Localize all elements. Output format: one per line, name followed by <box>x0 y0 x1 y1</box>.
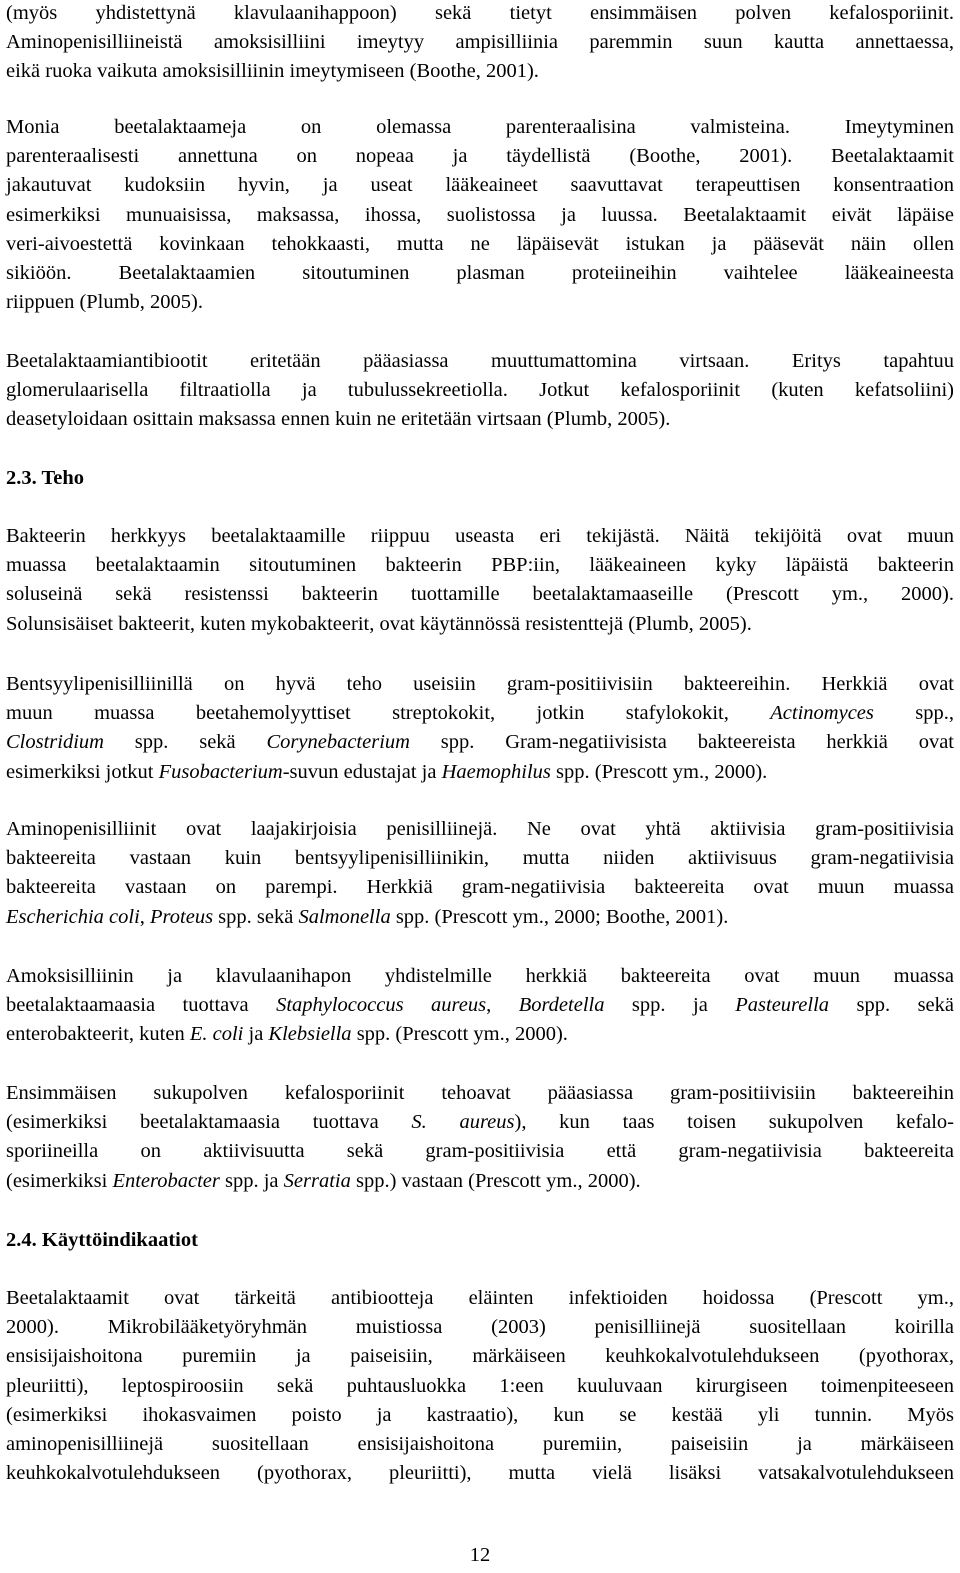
text-line: Escherichia coli, Proteus spp. sekä Salmonella spp. (Prescott ym., 2000; Boothe, 2001). <box>6 905 729 928</box>
text-line: pleuriitti), leptospiroosiin sekä puhtausluokka 1:een kuuluvaan kirurgiseen toimenpiteeseen <box>6 1374 954 1397</box>
text-line: (esimerkiksi Enterobacter spp. ja Serratia spp.) vastaan (Prescott ym., 2000). <box>6 1169 641 1192</box>
text-line: Bakteerin herkkyys beetalaktaamille riippuu useasta eri tekijästä. Näitä tekijöitä ovat muun <box>6 525 954 547</box>
text-line: soluseinä sekä resistenssi bakteerin tuottamille beetalaktamaaseille (Prescott ym., 2000). <box>6 583 954 606</box>
paragraph-amoxicillin-clavulanate <box>6 962 954 1050</box>
text-line: Amoksisilliinin ja klavulaanihapon yhdistelmille herkkiä bakteereita ovat muun muassa <box>6 965 954 987</box>
text-line: (esimerkiksi ihokasvaimen poisto ja kastraatio), kun se kestää yli tunnin. Myös <box>6 1403 954 1426</box>
paragraph-cephalosporins <box>6 1079 954 1196</box>
paragraph-excretion <box>6 347 954 435</box>
text-line: Ensimmäisen sukupolven kefalosporiinit tehoavat pääasiassa gram-positiivisiin bakteereihin <box>6 1082 954 1104</box>
text-line: bakteereita vastaan kuin bentsyylipenisilliinikin, mutta niiden aktiivisuus gram-negatiivisia <box>6 847 954 870</box>
paragraph-absorption-continued <box>6 0 954 87</box>
text-line: deasetyloidaan osittain maksassa ennen kuin ne eritetään virtsaan (Plumb, 2005). <box>6 408 671 431</box>
text-line: eikä ruoka vaikuta amoksisilliinin imeytymiseen (Boothe, 2001). <box>6 60 539 83</box>
paragraph-aminopenicillins <box>6 815 954 932</box>
page-number: 12 <box>469 1544 491 1566</box>
text-line: beetalaktaamaasia tuottava Staphylococcus aureus, Bordetella spp. ja Pasteurella spp. sekä <box>6 994 954 1017</box>
text-line: Aminopenisilliinit ovat laajakirjoisia penisilliinejä. Ne ovat yhtä aktiivisia gram-positiivisia <box>6 818 954 840</box>
paragraph-benzylpenicillin <box>6 670 954 787</box>
text-line: Beetalaktaamit ovat tärkeitä antibiootteja eläinten infektioiden hoidossa (Prescott ym., <box>6 1287 954 1309</box>
text-line: sikiöön. Beetalaktaamien sitoutuminen plasman proteiineihin vaihtelee lääkeaineesta <box>6 261 954 284</box>
text-line: ensisijaishoitona puremiin ja paiseisiin, märkäiseen keuhkokalvotulehdukseen (pyothorax, <box>6 1345 954 1368</box>
text-line: Bentsyylipenisilliinillä on hyvä teho useisiin gram-positiivisiin bakteereihin. Herkkiä ovat <box>6 673 954 695</box>
text-line: Beetalaktaamiantibiootit eritetään pääasiassa muuttumattomina virtsaan. Eritys tapahtuu <box>6 350 954 372</box>
text-line: parenteraalisesti annettuna on nopeaa ja täydellistä (Boothe, 2001). Beetalaktaamit <box>6 145 954 168</box>
text-line: (myös yhdistettynä klavulaanihappoon) sekä tietyt ensimmäisen polven kefalosporiinit. <box>6 2 954 24</box>
text-line: sporiineilla on aktiivisuutta sekä gram-positiivisia että gram-negatiivisia bakteereita <box>6 1140 954 1163</box>
paragraph-indications <box>6 1284 954 1488</box>
text-line: 2000). Mikrobilääketyöryhmän muistiossa (2003) penisilliinejä suositellaan koirilla <box>6 1316 954 1339</box>
text-line: veri-aivoestettä kovinkaan tehokkaasti, mutta ne läpäisevät istukan ja pääsevät näin ollen <box>6 232 954 255</box>
text-line: keuhkokalvotulehdukseen (pyothorax, pleuriitti), mutta vielä lisäksi vatsakalvotulehdukseen <box>6 1462 954 1485</box>
text-line: muassa beetalaktaamin sitoutuminen bakteerin PBP:iin, lääkeaineen kyky läpäistä bakteerin <box>6 554 954 577</box>
text-line: riippuen (Plumb, 2005). <box>6 291 204 314</box>
text-line: Solunsisäiset bakteerit, kuten mykobakteerit, ovat käytännössä resistenttejä (Plumb, 2005). <box>6 612 752 635</box>
section-heading-teho: 2.3. Teho <box>6 467 85 489</box>
text-line: bakteereita vastaan on parempi. Herkkiä gram-negatiivisia bakteereita ovat muun muassa <box>6 876 954 899</box>
text-line: aminopenisilliinejä suositellaan ensisijaishoitona puremiin, paiseisiin ja märkäiseen <box>6 1432 954 1455</box>
text-line: glomerulaarisella filtraatiolla ja tubulussekreetiolla. Jotkut kefalosporiinit (kuten kefatsoliini) <box>6 379 954 402</box>
text-line: jakautuvat kudoksiin hyvin, ja useat lääkeaineet saavuttavat terapeuttisen konsentraation <box>6 174 954 197</box>
text-line: Monia beetalaktaameja on olemassa parenteraalisina valmisteina. Imeytyminen <box>6 116 954 138</box>
text-line: (esimerkiksi beetalaktamaasia tuottava S. aureus), kun taas toisen sukupolven kefalo- <box>6 1111 955 1134</box>
text-line: muun muassa beetahemolyyttiset streptokokit, jotkin stafylokokit, Actinomyces spp., <box>6 702 955 725</box>
text-line: esimerkiksi jotkut Fusobacterium-suvun edustajat ja Haemophilus spp. (Prescott ym., 2000). <box>6 760 768 783</box>
paragraph-susceptibility <box>6 522 954 639</box>
text-line: Aminopenisilliineistä amoksisilliini imeytyy ampisilliinia paremmin suun kautta annettaessa, <box>6 31 954 54</box>
text-line: enterobakteerit, kuten E. coli ja Klebsiella spp. (Prescott ym., 2000). <box>6 1023 568 1046</box>
text-line: esimerkiksi munuaisissa, maksassa, ihossa, suolistossa ja luussa. Beetalaktaamit eivät läpäise <box>6 203 954 226</box>
paragraph-parenteral <box>6 113 954 317</box>
text-line: Clostridium spp. sekä Corynebacterium spp. Gram-negatiivisista bakteereista herkkiä ovat <box>6 731 954 754</box>
section-heading-kayttoindikaatiot: 2.4. Käyttöindikaatiot <box>6 1229 198 1251</box>
